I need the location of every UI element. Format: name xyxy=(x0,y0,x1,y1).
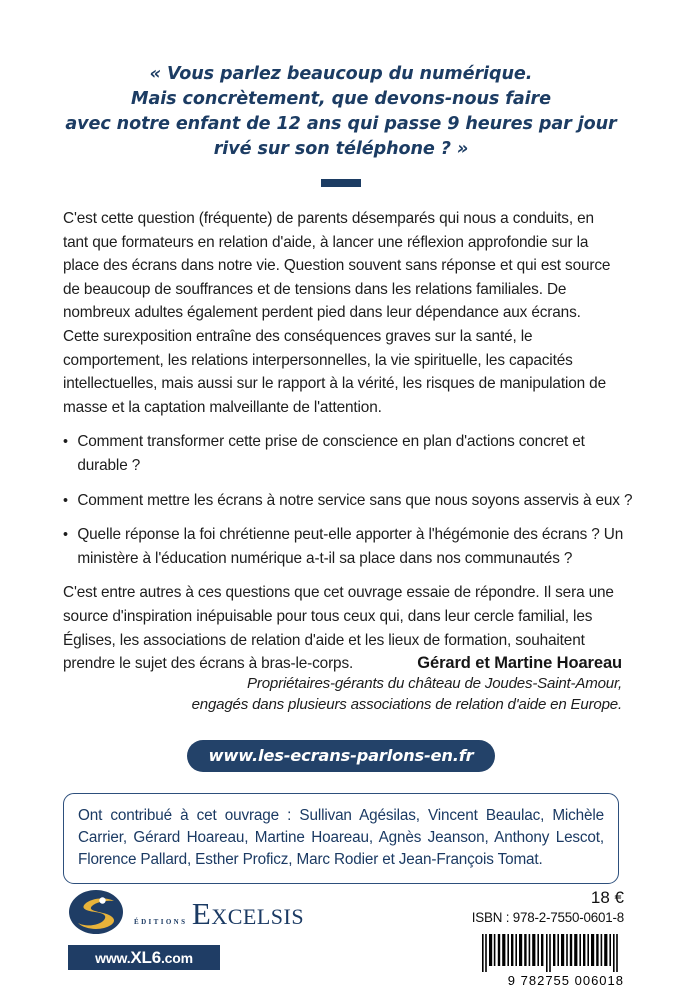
publisher-logo xyxy=(68,888,304,936)
quote-line-3: avec notre enfant de 12 ans qui passe 9 heures par jour xyxy=(65,114,617,134)
website-pill-row xyxy=(0,740,682,772)
quote-divider xyxy=(321,179,361,187)
website-prefix: www. xyxy=(95,950,131,966)
ean13-barcode xyxy=(472,932,624,974)
body-copy xyxy=(63,207,633,676)
pull-quote xyxy=(60,62,622,187)
list-item: • Comment mettre les écrans à notre service sans que nous soyons asservis à eux ? xyxy=(63,489,635,513)
excelsis-globe-icon xyxy=(68,889,124,935)
author-role-line-2: engagés dans plusieurs associations de relation d'aide en Europe. xyxy=(191,695,622,713)
author-role-line-1: Propriétaires-gérants du château de Joudes-Saint-Amour, xyxy=(247,675,622,692)
contributors-text: Ont contribué à cet ouvrage : Sullivan Agésilas, Vincent Beaulac, Michèle Carrier, Gérard Hoareau, Martine Hoareau, Agnès Jeanson, Anthony Lescot, Florence Pallard, Esther Proficz, Marc Rodier et Jean-François Tomat. xyxy=(78,807,604,868)
footer xyxy=(0,888,682,988)
publisher-website-banner[interactable] xyxy=(68,945,220,970)
website-suffix: .com xyxy=(160,950,193,966)
barcode-digits: 9 782755 006018 xyxy=(507,973,624,988)
quote-line-4: rivé sur son téléphone ? » xyxy=(213,139,469,159)
quote-line-2: Mais concrètement, que devons-nous faire xyxy=(131,89,551,109)
contributors-box xyxy=(63,793,619,884)
closing-paragraph: C'est entre autres à ces questions que cet ouvrage essaie de répondre. Il sera une source d'inspiration inépuisable pour tous ceux qui, dans leur cercle familial, les Églises, les associations de relation d'aide et les lieux de formation, souhaitent prendre le sujet des écrans à bras-le-corps. xyxy=(63,583,614,673)
price: 18 € xyxy=(590,888,624,907)
editions-label: ÉDITIONS xyxy=(134,917,188,926)
quote-line-1: « Vous parlez beaucoup du numérique. xyxy=(149,64,533,84)
product-info xyxy=(472,888,624,988)
publisher-logo-zone xyxy=(68,888,305,967)
list-item: • Comment transformer cette prise de conscience en plan d'actions concret et durable ? xyxy=(63,430,635,477)
question-list xyxy=(63,430,633,570)
intro-paragraph: C'est cette question (fréquente) de parents désemparés qui nous a conduits, en tant que formateurs en relation d'aide, à lancer une réflexion approfondie sur la place des écrans dans notre vie. Question souvent sans réponse et qui est source de beaucoup de souffrances et de tensions dans les relations familiales. De nombreux adultes également perdent pied dans leur dépendance aux écrans. Cette surexposition entraîne des conséquences graves sur la santé, le comportement, les relations interpersonnelles, la vie spirituelle, les capacités intellectuelles, mais aussi sur le rapport à la vérité, les risques de manipulation de masse et la captation malveillante de l'attention. xyxy=(63,209,611,416)
publisher-name: Excelsis xyxy=(191,895,305,931)
author-name: Gérard et Martine Hoareau xyxy=(417,654,622,672)
isbn: ISBN : 978-2-7550-0601-8 xyxy=(471,910,624,925)
list-item: • Quelle réponse la foi chrétienne peut-elle apporter à l'hégémonie des écrans ? Un ministère à l'éducation numérique a-t-il sa place dans nos communautés ? xyxy=(63,523,635,570)
website-link[interactable]: www.les-ecrans-parlons-en.fr xyxy=(187,740,496,772)
excelsis-wordmark xyxy=(130,895,305,931)
website-brand: XL6 xyxy=(130,948,161,967)
barcode-wrap xyxy=(472,932,624,974)
author-signature xyxy=(60,653,622,715)
